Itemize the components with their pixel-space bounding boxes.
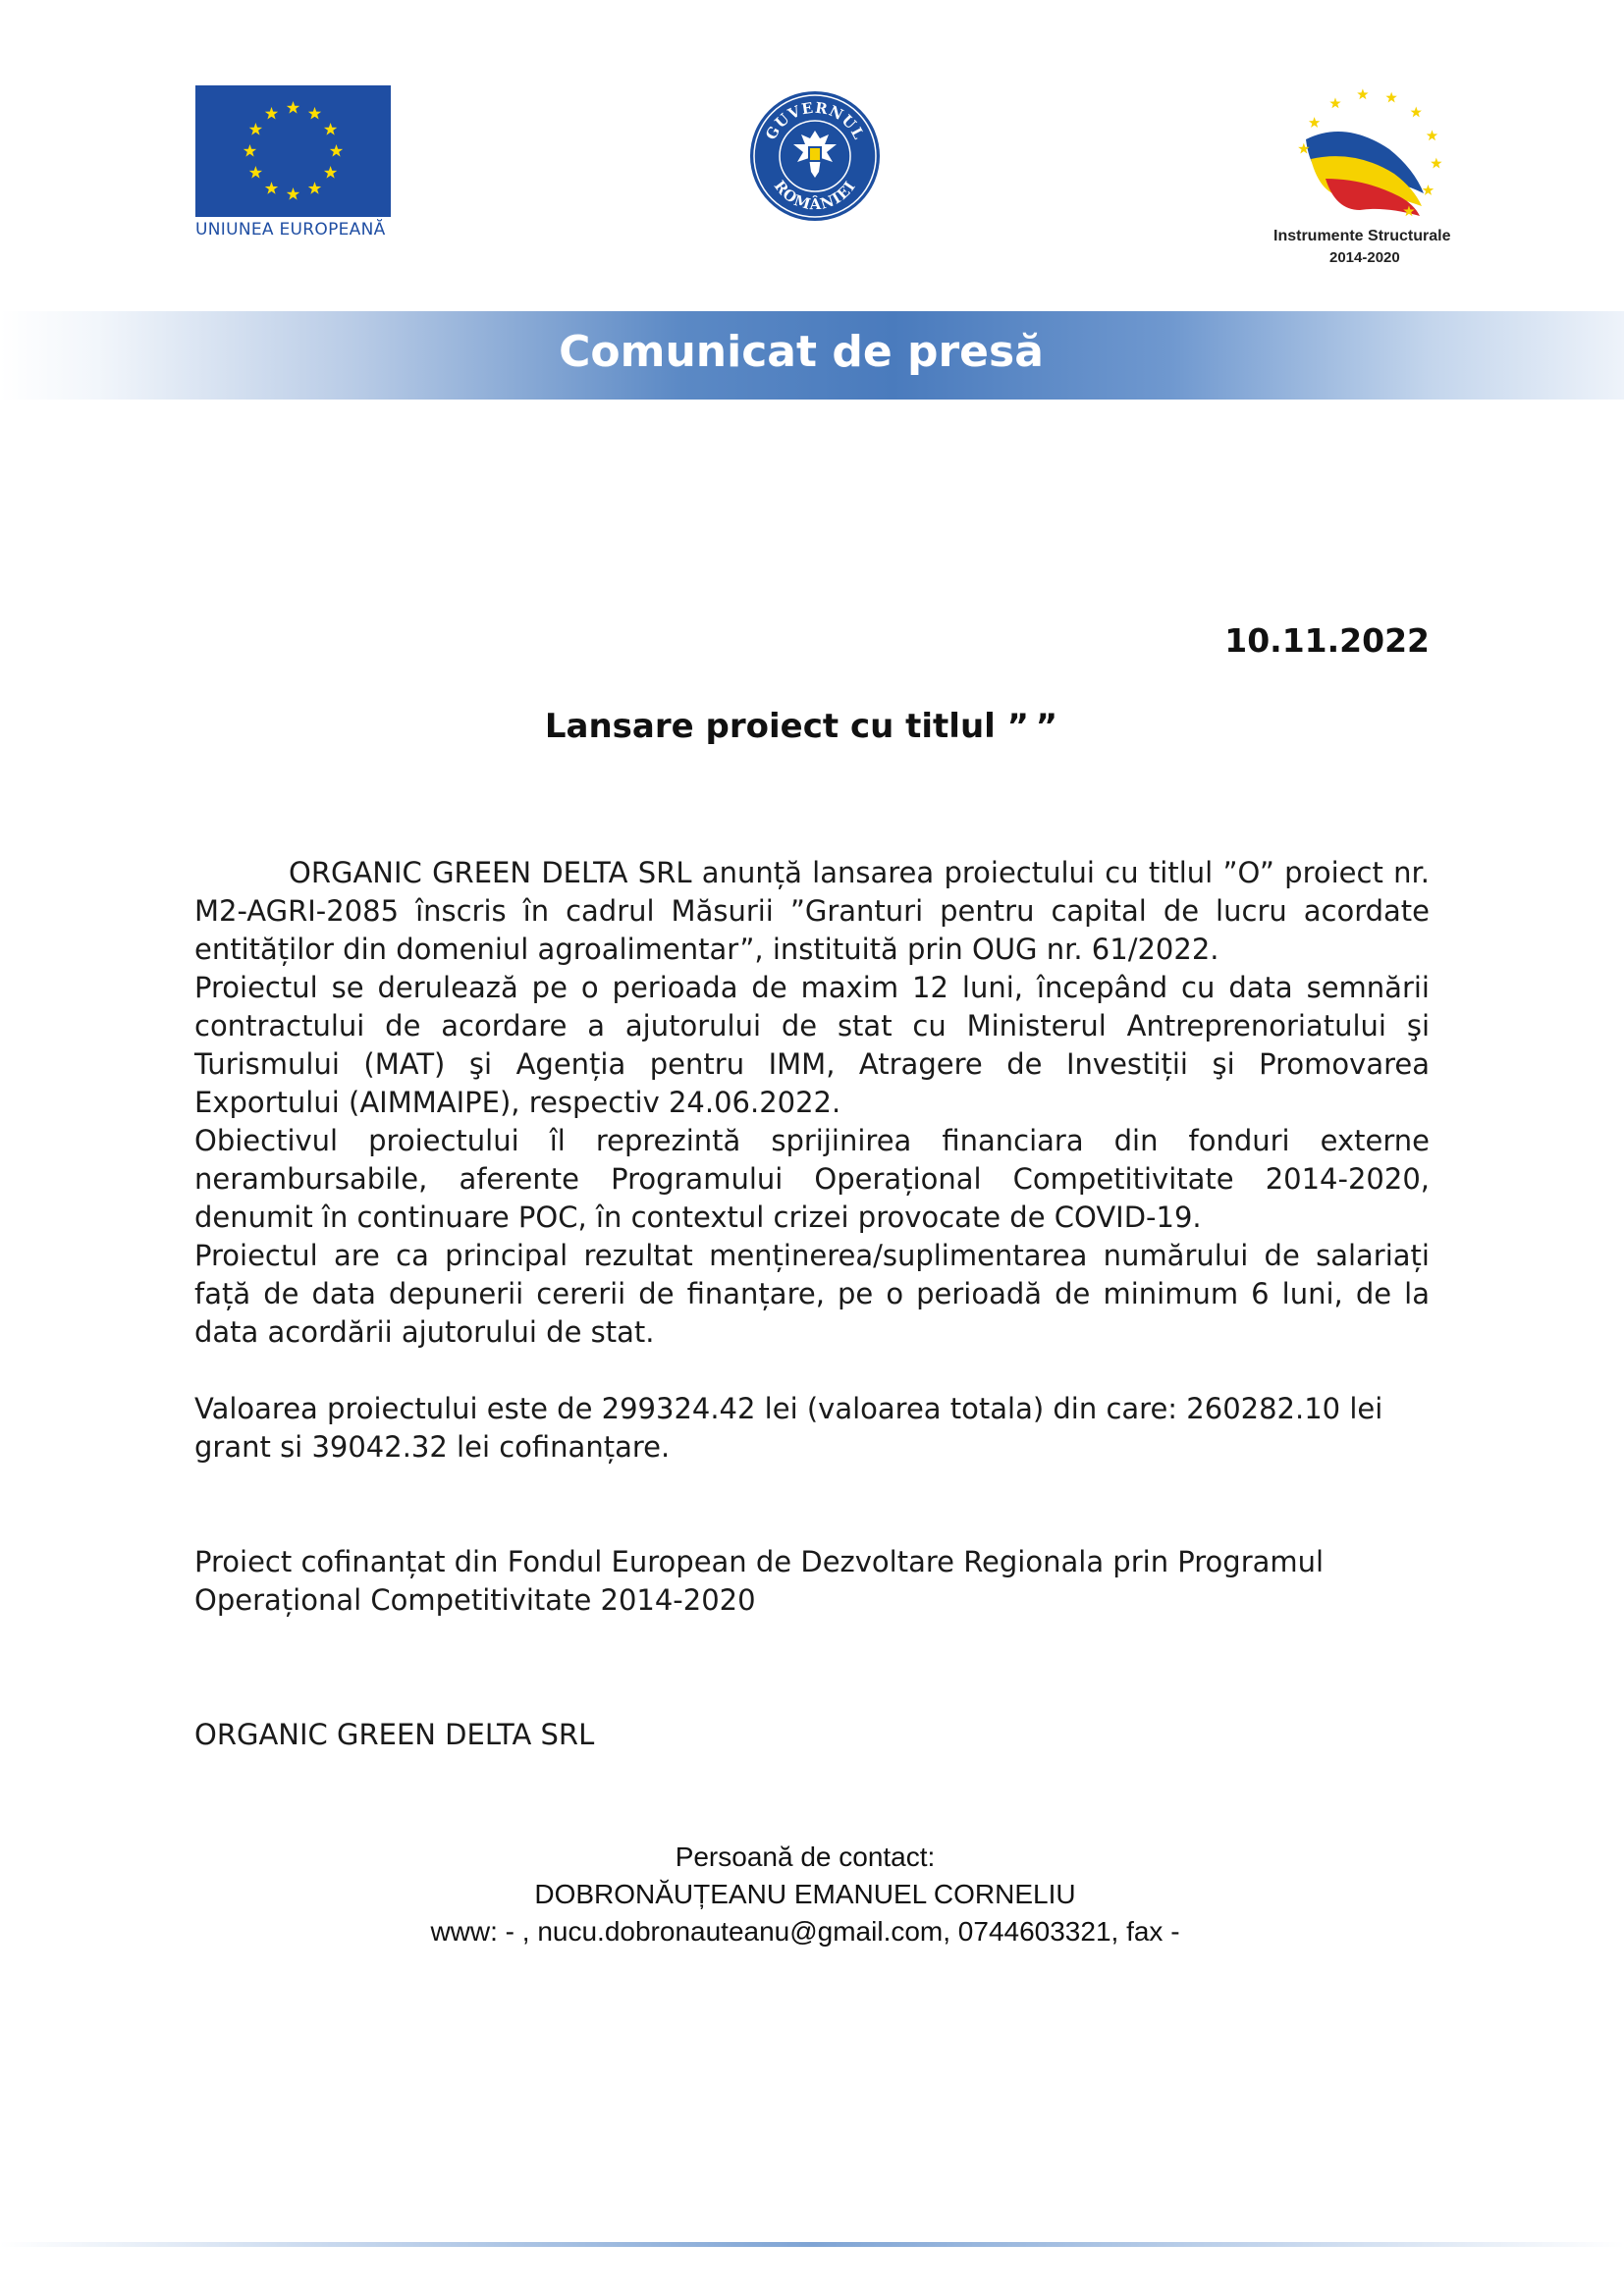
paragraph-intro: ORGANIC GREEN DELTA SRL anunță lansarea proiectului cu titlul ”O” proiect nr. M2-AGRI-2085 înscris în cadrul Măsurii ”Granturi pentru capital de lucru acordate entităților din domeniul agroalimentar”, instituită prin OUG nr. 61/2022. bbox=[194, 856, 1430, 966]
is-star-icon bbox=[1329, 97, 1340, 108]
document-title bbox=[0, 707, 1624, 746]
eu-flag-icon bbox=[195, 85, 391, 217]
is-caption-period: 2014-2020 bbox=[1329, 249, 1400, 266]
structural-instruments-icon bbox=[1276, 80, 1473, 228]
instrumente-structurale-logo bbox=[1276, 80, 1473, 228]
company-signature: ORGANIC GREEN DELTA SRL bbox=[194, 1718, 595, 1751]
eu-logo bbox=[195, 85, 391, 217]
is-caption-title: Instrumente Structurale bbox=[1273, 228, 1451, 244]
eu-caption: UNIUNEA EUROPEANĂ bbox=[195, 220, 386, 240]
gov-seal-text-bottom: ROMÂNIEI bbox=[770, 177, 860, 214]
paragraph-objective: Obiectivul proiectului îl reprezintă sprijinirea financiara din fonduri externe nerambursabile, aferente Programului Operațional Competitivitate 2014-2020, denumit în continuare POC, în contextul crizei provocate de COVID-19. bbox=[194, 1124, 1430, 1234]
contact-name: DOBRONĂUȚEANU EMANUEL CORNELIU bbox=[534, 1879, 1076, 1909]
is-star-icon bbox=[1309, 117, 1320, 128]
banner-title: Comunicat de presă bbox=[559, 327, 1044, 377]
document-title-text: Lansare proiect cu titlul ” ” bbox=[544, 707, 1058, 746]
is-star-icon bbox=[1427, 130, 1437, 140]
romanian-government-logo bbox=[748, 89, 882, 223]
is-star-icon bbox=[1423, 185, 1434, 195]
paragraph-value: Valoarea proiectului este de 299324.42 lei (valoarea totala) din care: 260282.10 lei grant si 39042.32 lei cofinanțare. bbox=[194, 1392, 1383, 1464]
government-seal-icon bbox=[748, 89, 882, 223]
is-star-icon bbox=[1385, 92, 1396, 103]
is-star-icon bbox=[1431, 158, 1441, 169]
contact-details: www: - , nucu.dobronauteanu@gmail.com, 0744603321, fax - bbox=[430, 1916, 1180, 1947]
contact-block bbox=[0, 1839, 1624, 1950]
paragraph-result: Proiectul are ca principal rezultat menținerea/suplimentarea numărului de salariați față de data depunerii cererii de finanțare, pe o perioadă de minimum 6 luni, de la data acordării ajutorului de stat. bbox=[194, 1239, 1430, 1349]
paragraph-duration: Proiectul se derulează pe o perioada de maxim 12 luni, începând cu data semnării contractului de acordare a ajutorului de stat cu Ministerul Antreprenoriatului şi Turismului (MAT) şi Agenția pentru IMM, Atragere de Investiții şi Promovarea Exportului (AIMMAIPE), respectiv 24.06.2022. bbox=[194, 971, 1430, 1119]
gov-seal-text-top: GUVERNUL bbox=[762, 98, 868, 143]
contact-label: Persoană de contact: bbox=[675, 1842, 936, 1872]
is-star-icon bbox=[1357, 88, 1368, 99]
release-date: 10.11.2022 bbox=[1224, 621, 1430, 660]
footer-divider bbox=[0, 2242, 1624, 2247]
is-star-icon bbox=[1411, 107, 1422, 118]
paragraph-cofinancing: Proiect cofinanțat din Fondul European de Dezvoltare Regionala prin Programul Operațional Competitivitate 2014-2020 bbox=[194, 1545, 1325, 1617]
document-body bbox=[194, 854, 1430, 1620]
